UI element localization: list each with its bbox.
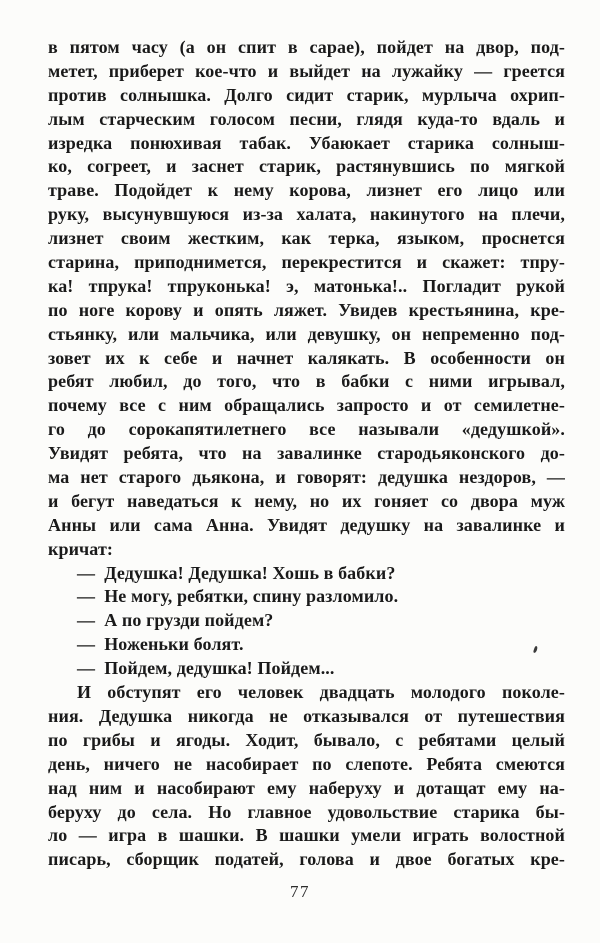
text-line: против солнышка. Долго сидит старик, мурлыча охрип- bbox=[48, 84, 565, 105]
text-line: почему все с ним обращались запросто и от семилетне- bbox=[48, 395, 565, 416]
text-line: в пятом часу (а он спит в сарае), пойдет на двор, под- bbox=[48, 37, 565, 57]
text-line: по грибы и ягоды. Ходит, бывало, с ребятами целый bbox=[48, 729, 565, 750]
page-number: 77 bbox=[290, 882, 310, 901]
text-block bbox=[48, 36, 565, 872]
text-line: лым старческим голосом песни, глядя куда-то вдаль и bbox=[48, 108, 565, 129]
text-line: ка! тпрука! тпруконька! э, матонька!.. Погладит рукой bbox=[48, 275, 565, 296]
text-line: старина, приподнимется, перекрестится и скажет: тпру- bbox=[48, 252, 565, 273]
text-line: траве. Подойдет к нему корова, лизнет его лицо или bbox=[48, 180, 565, 201]
text-line: по ноге корову и опять ляжет. Увидев крестьянина, кре- bbox=[48, 299, 565, 320]
text-line: — Пойдем, дедушка! Пойдем... bbox=[77, 658, 335, 679]
text-line: изредка понюхивая табак. Убаюкает старика солныш- bbox=[48, 132, 565, 153]
text-line: — А по грузди пойдем? bbox=[77, 610, 274, 631]
text-line: — Дедушка! Дедушка! Хошь в бабки? bbox=[77, 562, 396, 583]
text-line: зовет их к себе и начнет калякать. В особенности он bbox=[48, 347, 565, 368]
text-line: метет, приберет кое-что и выйдет на лужайку — греется bbox=[48, 60, 565, 81]
text-line: и бегут наведаться к нему, но их гоняет со двора муж bbox=[48, 490, 565, 511]
text-line: стьянку, или мальчика, или девушку, он непременно под- bbox=[48, 323, 565, 344]
text-line: писарь, сборщик податей, голова и двое богатых кре- bbox=[48, 849, 565, 870]
text-line: ребят любил, до того, что в бабки с ними игрывал, bbox=[48, 371, 565, 392]
text-line: Анны или сама Анна. Увидят дедушку на завалинке и bbox=[48, 514, 565, 535]
text-line: го до сорокапятилетнего все называли «дедушкой». bbox=[48, 419, 565, 440]
text-line: руку, высунувшуюся из-за халата, накинутого на плечи, bbox=[48, 204, 565, 225]
text-line: — Не могу, ребятки, спину разломило. bbox=[77, 586, 399, 607]
text-line: ло — игра в шашки. В шашки умели играть волостной bbox=[48, 825, 565, 846]
text-line: ма нет старого дьякона, и говорят: дедушка нездоров, — bbox=[48, 467, 565, 488]
text-line: ния. Дедушка никогда не отказывался от путешествия bbox=[48, 705, 565, 726]
text-line: — Ноженьки болят. bbox=[77, 634, 244, 655]
text-line: лизнет своим жестким, как терка, языком, проснется bbox=[48, 228, 565, 249]
text-line: ко, согреет, и заснет старик, растянувшись по мягкой bbox=[48, 156, 565, 177]
text-line: беруху до села. Но главное удовольствие старика бы- bbox=[48, 801, 565, 822]
text-line: над ним и насобирают ему наберуху и дотащат ему на- bbox=[48, 777, 565, 798]
text-line: И обступят его человек двадцать молодого поколе- bbox=[77, 682, 565, 703]
text-line: кричат: bbox=[48, 538, 113, 559]
text-line: день, ничего не насобирает по слепоте. Ребята смеются bbox=[48, 753, 565, 774]
text-line: Увидят ребята, что на завалинке стародьяконского до- bbox=[48, 443, 565, 464]
